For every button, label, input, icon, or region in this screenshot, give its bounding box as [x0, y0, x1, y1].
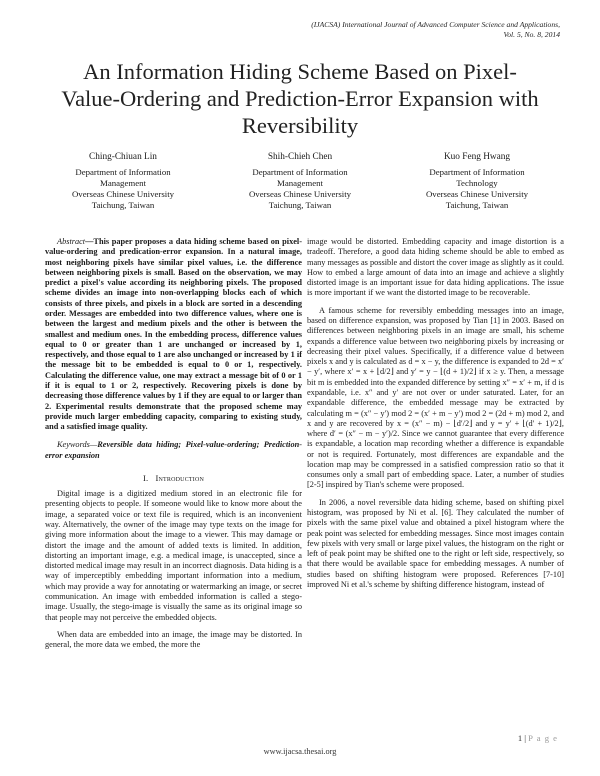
- author-location: Taichung, Taiwan: [445, 200, 509, 210]
- author-affiliation: Department of Information: [429, 167, 525, 177]
- body-paragraph: In 2006, a novel reversible data hiding scheme, based on shifting pixel histogram, was proposed by Ni et al. [6]. They calculated the number of pixels with the same pixel value and obtained a pixel histogram where the peak point was selected for embedding messages. Since most images contain few pixels with very small or large pixel values, the histogram on the right or left of peak point may be shifted one to the right or left side, respectively, so that there would be available space for embedding messages. A number of studies based on shifting histogram were proposed. References [7-10] improved Ni et al.'s scheme by shifting difference histogram, instead of: [307, 497, 564, 589]
- author-affiliation: Overseas Chinese University: [425, 189, 529, 199]
- keywords-lead: Keywords—: [57, 440, 98, 450]
- section-heading: [45, 473, 302, 483]
- page-number: 1 | P a g e: [517, 733, 558, 743]
- abstract-lead: Abstract: [57, 237, 86, 246]
- author-name: Ching-Chiuan Lin: [89, 152, 157, 162]
- author-affiliation: Department of Information: [252, 167, 348, 177]
- body-paragraph: image would be distorted. Embedding capacity and image distortion is a tradeoff. Therefore, a good data hiding scheme should be able to embed as many messages as possible and distort the cover image as slightly as it could. How to embed a large amount of data into an image and achieve a slightly distorted image is an important issue for data hiding applications. The issue is more important if we want the distorted image to be recoverable.: [307, 237, 564, 298]
- author-block-2: [215, 152, 385, 211]
- abstract-text: —This paper proposes a data hiding scheme based on pixel-value-ordering and predication-error expansion. In a natural image, most neighboring pixels have similar pixel values, i.e. the difference between neighboring pixels is small. Based on the observation, we may predict a pixel's value according its neighboring pixels. The proposed scheme divides an image into non-overlapping blocks each of which consists of three pixels, and pixels in a block are sorted in a descending order. Messages are embedded into two difference values, where one is between the largest and medium pixels and the other is between the smallest and medium ones. In the embedding process, difference values equal to 0 or greater than 1 are unchanged or increased by 1, respectively, and those equal to 1 are also unchanged or increased by 1 if the message bit to be embedded is equal to 0 or 1, respectively. Calculating the difference value, one may extract a message bit of 0 or 1 if it is equal to 1 or 2, respectively. Recovering pixels is done by decreasing those difference values by 1 if they are equal to or larger than 2. Experimental results demonstrate that the proposed scheme may provide much larger embedding capacity, comparing to existing study, and a satisfied image quality.: [45, 237, 302, 432]
- author-affiliation: Management: [277, 178, 323, 188]
- author-block-1: [38, 152, 208, 211]
- page-number-value: 1: [517, 733, 523, 743]
- author-affiliation: Management: [100, 178, 146, 188]
- author-affiliation: Department of Information: [75, 167, 171, 177]
- author-block-3: [392, 152, 562, 211]
- author-location: Taichung, Taiwan: [268, 200, 332, 210]
- author-name: Kuo Feng Hwang: [443, 152, 511, 162]
- author-affiliation: Technology: [456, 178, 498, 188]
- left-column: [45, 237, 302, 650]
- journal-name: (IJACSA) International Journal of Advanced Computer Science and Applications,: [311, 20, 560, 29]
- body-paragraph: When data are embedded into an image, the image may be distorted. In general, the more data we embed, the more the: [45, 629, 302, 650]
- author-affiliation: Overseas Chinese University: [71, 189, 175, 199]
- keywords: [45, 440, 302, 461]
- title-line-3: Reversibility: [241, 113, 359, 138]
- title-line-2: Value-Ordering and Prediction-Error Expansion with: [61, 86, 539, 111]
- abstract: [45, 237, 302, 432]
- section-number: I.: [142, 472, 149, 483]
- keywords-text: Reversible data hiding; Pixel-value-ordering; Prediction-error expansion: [45, 440, 302, 460]
- journal-volume: Vol. 5, No. 8, 2014: [503, 30, 560, 39]
- author-location: Taichung, Taiwan: [91, 200, 155, 210]
- body-paragraph: A famous scheme for reversibly embedding messages into an image, based on difference expansion, was proposed by Tian [1] in 2003. Based on differences between neighboring pixels in an image are small, his scheme expands a difference value between two neighboring pixels by increasing or decreasing their pixel values. Specifically, if a difference value d between pixels x and y is calculated as d = x − y, the difference is expanded to 2d = x′ − y′, where x′ = x + ⌊d/2⌋ and y′ = y − ⌊(d + 1)/2⌋ if x ≥ y. Then, a message bit m is embedded into the expanded difference by setting x″ = x′ + m, if d is expandable, i.e. x″ and y′ are not over or under saturated. Later, for an expandable difference, the embedded message may be extracted by calculating m = (x″ − y′) mod 2 = (x′ + m − y′) mod 2 = (2d + m) mod 2, and x and y are recovered by x = (x″ − m) − ⌊d′/2⌋ and y = y′ + ⌊(d′ + 1)/2⌋, where d′ = (x″ − m − y′)/2. Since we cannot guarantee that every difference is expandable, a location map recording whether a difference is expandable or not is required. Fortunately, most differences are expandable and the location map may be compressed in a satisfied compression ratio so that it consumes only a small part of embedding space. Later, a number of studies [2-5] inspired by Tian's scheme were proposed.: [307, 305, 564, 490]
- author-affiliation: Overseas Chinese University: [248, 189, 352, 199]
- footer-url[interactable]: www.ijacsa.thesai.org: [263, 747, 337, 756]
- body-paragraph: Digital image is a digitized medium stored in an electronic file for presenting objects to people. If someone would like to know more about the image, a separated voice or text file is required, which is an inconvenient way. Alternatively, the owner of the image may type texts on the image for giving more information about the image to a viewer. This may damage or distort the image and the amount of added texts is limited. In addition, distorting an important image, e.g. a medical image, is unaccepted, since a distorted medical image may result in an incorrect diagnosis. Data hiding is a way of imperceptibly embedding important information into a medium, which may provide a way for annotating or watermarking an image, or secret communication. An image with embedded information is called a stego-image. Usually, the stego-image is visually the same as its original image so that people may not perceive the embedded objects.: [45, 489, 302, 622]
- right-column: [307, 237, 564, 590]
- paper-title: [40, 58, 560, 139]
- title-line-1: An Information Hiding Scheme Based on Pixel-: [83, 59, 517, 84]
- section-title: Introduction: [155, 472, 205, 483]
- journal-header: [200, 20, 560, 40]
- author-name: Shih-Chieh Chen: [267, 152, 333, 162]
- page-label: P a g e: [528, 733, 558, 743]
